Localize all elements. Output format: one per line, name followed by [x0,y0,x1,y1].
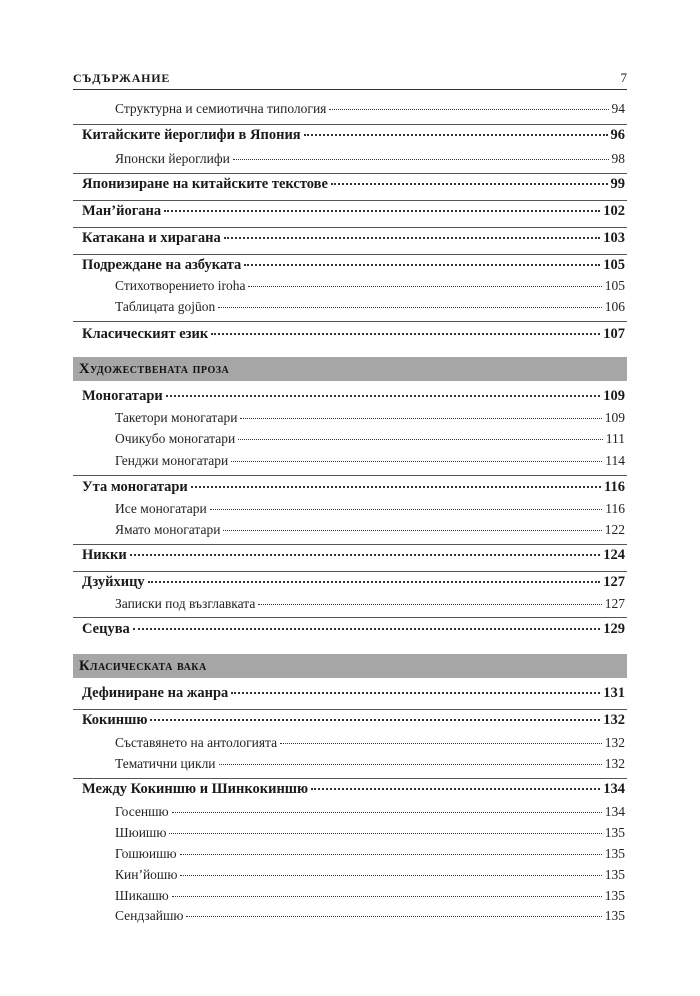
toc-entry[interactable] [0,203,700,223]
toc-subentry[interactable] [0,453,700,473]
toc-page-number: 116 [605,501,625,516]
dot-leader [304,134,608,136]
dot-leader [223,530,601,531]
toc-page-number: 124 [603,547,625,563]
toc-entry-label: Кокиншю [82,712,148,728]
toc-entry-label: Очикубо моногатари [115,431,236,446]
toc-subentry[interactable] [0,522,700,542]
toc-entry[interactable] [0,621,700,641]
dot-leader [133,628,600,630]
toc-page-number: 132 [604,735,625,750]
running-header [73,70,627,86]
toc-page-number: 116 [604,479,625,495]
toc-entry-label: Дефиниране на жанра [82,685,229,701]
toc-subentry[interactable] [0,101,700,121]
entry-rule [73,617,627,618]
header-rule [73,89,627,90]
toc-entry-label: Японски йероглифи [115,151,230,166]
toc-entry-label: Стихотворението iroha [115,278,246,293]
toc-entry[interactable] [0,127,700,147]
entry-rule [73,778,627,779]
toc-entry-label: Класическият език [82,326,209,342]
toc-entry-label: Между Кокиншю и Шинкокиншю [82,781,309,797]
toc-entry[interactable] [0,230,700,250]
dot-leader [169,833,601,834]
toc-entry-label: Таблицата gojūon [115,299,216,314]
dot-leader [172,812,602,813]
dot-leader [180,875,601,876]
toc-page-number: 122 [604,522,625,537]
toc-subentry[interactable] [0,278,700,298]
toc-entry-label: Гошюишю [115,846,177,861]
toc-entry-label: Исе моногатари [115,501,207,516]
dot-leader [219,764,602,765]
toc-entry-label: Ямато моногатари [115,522,221,537]
toc-entry[interactable] [0,176,700,196]
dot-leader [240,418,601,419]
toc-page-number: 107 [603,326,625,342]
dot-leader [329,109,608,110]
dot-leader [150,719,600,721]
toc-entry[interactable] [0,574,700,594]
dot-leader [224,237,601,239]
toc-entry-label: Китайските йероглифи в Япония [82,127,301,143]
toc-entry-label: Подреждане на азбуката [82,257,242,273]
toc-page-number: 109 [604,410,625,425]
toc-entry-label: Никки [82,547,127,563]
toc-entry-label: Японизиране на китайските текстове [82,176,328,192]
dot-leader [248,286,601,287]
dot-leader [148,581,601,583]
dot-leader [238,439,603,440]
toc-entry-label: Ута моногатари [82,479,188,495]
toc-page-number: 127 [604,596,625,611]
toc-subentry[interactable] [0,846,700,866]
toc-entry-label: Катакана и хирагана [82,230,221,246]
entry-rule [73,200,627,201]
dot-leader [233,159,609,160]
toc-page-number: 134 [603,781,625,797]
dot-leader [231,692,600,694]
dot-leader [172,896,602,897]
toc-page-number: 98 [611,151,625,166]
dot-leader [231,461,602,462]
toc-page-number: 132 [604,756,625,771]
toc-entry[interactable] [0,479,700,499]
toc-entry-label: Госеншю [115,804,169,819]
toc-subentry[interactable] [0,299,700,319]
toc-entry-label: Кин’йошю [115,867,178,882]
dot-leader [258,604,601,605]
entry-rule [73,321,627,322]
toc-page-number: 135 [604,908,625,923]
dot-leader [166,395,600,397]
toc-entry-label: Дзуйхицу [82,574,145,590]
toc-page-number: 102 [603,203,625,219]
dot-leader [191,486,601,488]
section-heading: Класическата вака [73,654,627,678]
toc-entry-label: Ман’йогана [82,203,162,219]
toc-page-number: 135 [604,888,625,903]
toc-subentry[interactable] [0,596,700,616]
toc-subentry[interactable] [0,825,700,845]
toc-page-number: 135 [604,846,625,861]
dot-leader [211,333,600,335]
toc-page-number: 134 [604,804,625,819]
toc-page-number: 132 [603,712,625,728]
toc-subentry[interactable] [0,867,700,887]
dot-leader [280,743,602,744]
toc-entry[interactable] [0,547,700,567]
toc-entry-label: Такетори моногатари [115,410,238,425]
toc-subentry[interactable] [0,908,700,928]
dot-leader [311,788,600,790]
dot-leader [331,183,608,185]
dot-leader [164,210,600,212]
toc-entry-label: Сецува [82,621,130,637]
toc-page-number: 135 [604,825,625,840]
toc-entry[interactable] [0,781,700,801]
toc-entry-label: Съставянето на антологията [115,735,278,750]
toc-subentry[interactable] [0,804,700,824]
toc-page-number: 129 [603,621,625,637]
dot-leader [180,854,602,855]
toc-subentry[interactable] [0,431,700,451]
toc-page-number: 105 [604,278,625,293]
toc-entry-label: Шюишю [115,825,167,840]
toc-entry-label: Генджи моногатари [115,453,229,468]
dot-leader [210,509,602,510]
toc-subentry[interactable] [0,888,700,908]
entry-rule [73,709,627,710]
toc-page-number: 114 [605,453,625,468]
toc-entry-label: Моногатари [82,388,163,404]
toc-entry-label: Записки под възглавката [115,596,256,611]
toc-page-number: 106 [604,299,625,314]
toc-subentry[interactable] [0,756,700,776]
entry-rule [73,227,627,228]
toc-subentry[interactable] [0,410,700,430]
toc-entry[interactable] [0,257,700,277]
toc-entry-label: Сендзайшю [115,908,184,923]
toc-page-number: 96 [610,127,625,143]
entry-rule [73,173,627,174]
entry-rule [73,254,627,255]
toc-page-number: 105 [603,257,625,273]
toc-entry[interactable] [0,326,700,346]
toc-entry-label: Тематични цикли [115,756,216,771]
toc-entry-label: Шикашю [115,888,169,903]
entry-rule [73,544,627,545]
toc-entry[interactable] [0,685,700,705]
dot-leader [218,307,602,308]
toc-entry[interactable] [0,388,700,408]
toc-page-number: 99 [610,176,625,192]
dot-leader [186,916,601,917]
section-heading: Художествената проза [73,357,627,381]
toc-entry-label: Структурна и семиотична типология [115,101,327,116]
toc-page-number: 94 [611,101,625,116]
toc-subentry[interactable] [0,151,700,171]
entry-rule [73,124,627,125]
toc-page-number: 103 [603,230,625,246]
toc-page-number: 135 [604,867,625,882]
dot-leader [244,264,600,266]
header-title: СЪДЪРЖАНИЕ [73,71,171,85]
toc-page-number: 109 [603,388,625,404]
toc-page-number: 127 [603,574,625,590]
toc-page-number: 111 [605,431,625,446]
toc-page-number: 131 [603,685,625,701]
header-page-number: 7 [620,70,627,85]
dot-leader [130,554,601,556]
entry-rule [73,475,627,476]
toc-entry[interactable] [0,712,700,732]
toc-subentry[interactable] [0,735,700,755]
toc-subentry[interactable] [0,501,700,521]
entry-rule [73,571,627,572]
